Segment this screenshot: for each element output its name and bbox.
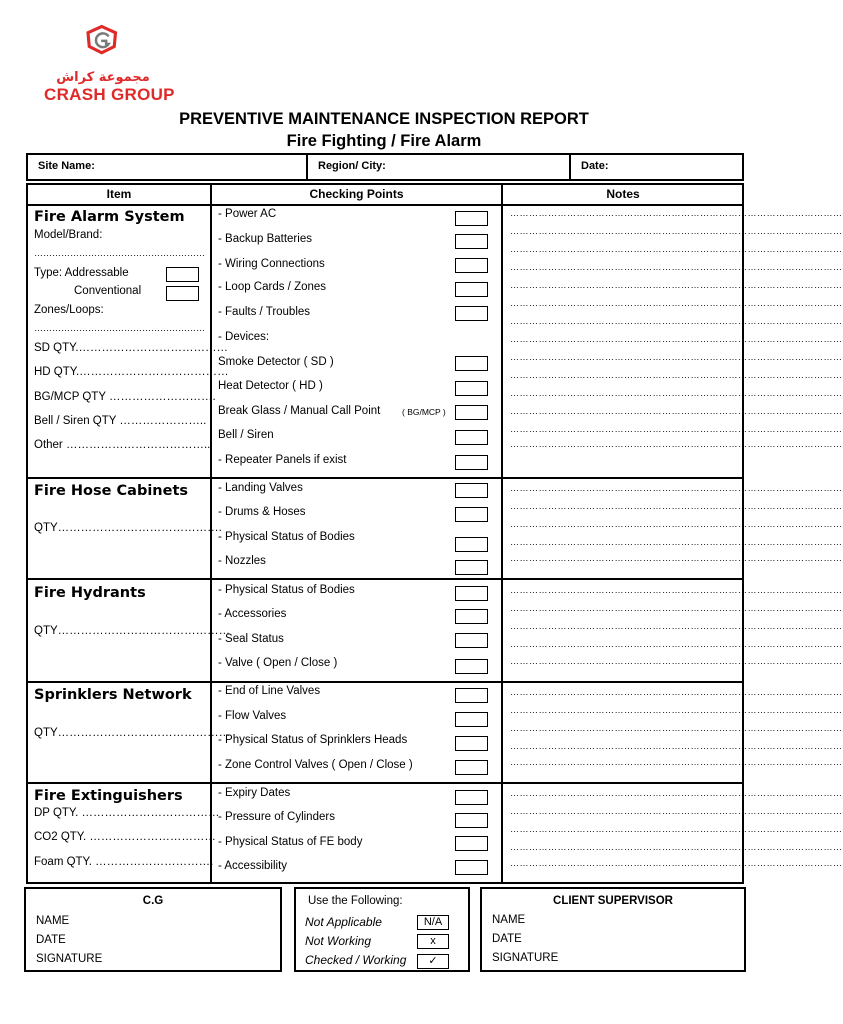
check-point: - Faults / Troubles [218, 306, 311, 318]
client-title: CLIENT SUPERVISOR [553, 895, 673, 907]
check-box[interactable] [455, 381, 488, 396]
item-line: ………………………………………………… [34, 323, 205, 333]
client-signature-label: SIGNATURE [492, 952, 559, 964]
check-box[interactable] [455, 356, 488, 371]
checkmark-icon: ✓ [417, 954, 449, 969]
notes-line[interactable]: …………………………………………………………………………………………… [510, 244, 843, 254]
conventional-checkbox[interactable] [166, 286, 199, 301]
check-point: - Pressure of Cylinders [218, 811, 335, 823]
notes-line[interactable]: …………………………………………………………………………………………… [510, 208, 843, 218]
region-city-field[interactable]: Region/ City: [308, 155, 571, 179]
check-point: Bell / Siren [218, 429, 274, 441]
notes-line[interactable]: …………………………………………………………………………………………… [510, 424, 843, 434]
notes-line[interactable]: …………………………………………………………………………………………… [510, 585, 843, 595]
notes-line[interactable]: …………………………………………………………………………………………… [510, 788, 843, 798]
logo-english-text: CRASH GROUP [44, 85, 175, 104]
notes-line[interactable]: …………………………………………………………………………………………… [510, 226, 843, 236]
legend-code-x: x [417, 934, 449, 949]
notes-line[interactable]: …………………………………………………………………………………………… [510, 537, 843, 547]
legend-box [294, 887, 470, 972]
item-line: HD QTY.………………………………… [34, 366, 229, 378]
notes-line[interactable]: …………………………………………………………………………………………… [510, 553, 843, 563]
item-line: Zones/Loops: [34, 304, 104, 316]
client-supervisor-box [480, 887, 746, 972]
check-box[interactable] [455, 483, 488, 498]
notes-line[interactable]: …………………………………………………………………………………………… [510, 439, 843, 449]
column-header-item: Item [106, 187, 132, 201]
notes-line[interactable]: …………………………………………………………………………………………… [510, 741, 843, 751]
notes-line[interactable]: …………………………………………………………………………………………… [510, 388, 843, 398]
item-line: Type: Addressable [34, 267, 129, 279]
notes-line[interactable]: …………………………………………………………………………………………… [510, 603, 843, 613]
cg-title: C.G [142, 895, 164, 907]
check-point: - Physical Status of Bodies [218, 531, 355, 543]
check-point: - Accessibility [218, 860, 288, 872]
notes-line[interactable]: …………………………………………………………………………………………… [510, 262, 843, 272]
cg-signature-label: SIGNATURE [36, 953, 103, 965]
check-box[interactable] [455, 537, 488, 552]
section-title-fire-hose: Fire Hose Cabinets [34, 483, 189, 499]
check-point: - Accessories [218, 608, 287, 620]
check-box[interactable] [455, 633, 488, 648]
notes-line[interactable]: …………………………………………………………………………………………… [510, 842, 843, 852]
item-line: SD QTY.………………………………… [34, 342, 229, 354]
legend-label-checked: Checked / Working [305, 953, 407, 967]
client-date-label: DATE [492, 933, 522, 945]
check-point: - Expiry Dates [218, 787, 291, 799]
notes-line[interactable]: …………………………………………………………………………………………… [510, 621, 843, 631]
item-line: Model/Brand: [34, 229, 103, 241]
notes-line[interactable]: …………………………………………………………………………………………… [510, 687, 843, 697]
check-point: - End of Line Valves [218, 685, 321, 697]
notes-line[interactable]: …………………………………………………………………………………………… [510, 316, 843, 326]
check-box[interactable] [455, 836, 488, 851]
check-point: - Valve ( Open / Close ) [218, 657, 338, 669]
item-line: Foam QTY. …………………………. [34, 856, 214, 868]
date-field[interactable]: Date: [581, 160, 609, 172]
notes-line[interactable]: …………………………………………………………………………………………… [510, 858, 843, 868]
check-point: - Repeater Panels if exist [218, 454, 347, 466]
check-point: - Backup Batteries [218, 233, 312, 245]
check-box[interactable] [455, 790, 488, 805]
check-box[interactable] [455, 234, 488, 249]
notes-line[interactable]: …………………………………………………………………………………………… [510, 501, 843, 511]
check-box[interactable] [455, 560, 488, 575]
check-box[interactable] [455, 258, 488, 273]
notes-line[interactable]: …………………………………………………………………………………………… [510, 352, 843, 362]
cg-date-label: DATE [36, 934, 66, 946]
logo-arabic-text: مجموعة كراش [56, 70, 150, 85]
legend-label-not-working: Not Working [305, 934, 372, 948]
check-box[interactable] [455, 405, 488, 420]
check-point: - Devices: [218, 331, 270, 343]
notes-line[interactable]: …………………………………………………………………………………………… [510, 298, 843, 308]
notes-line[interactable]: …………………………………………………………………………………………… [510, 334, 843, 344]
legend-title: Use the Following: [308, 895, 403, 907]
check-point: Smoke Detector ( SD ) [218, 356, 334, 368]
check-point: - Power AC [218, 208, 277, 220]
check-point: Heat Detector ( HD ) [218, 380, 323, 392]
item-line: QTY……………………………………… [34, 727, 231, 739]
check-box[interactable] [455, 712, 488, 727]
item-line: QTY……………………………………. [34, 522, 222, 534]
item-line: Bell / Siren QTY ………………….. [34, 415, 207, 427]
check-point: - Zone Control Valves ( Open / Close ) [218, 759, 413, 771]
notes-line[interactable]: …………………………………………………………………………………………… [510, 705, 843, 715]
check-point: - Landing Valves [218, 482, 303, 494]
section-title-fire-extinguishers: Fire Extinguishers [34, 788, 183, 804]
item-line: Other ……………………………….. [34, 439, 211, 451]
inspection-table [26, 183, 843, 884]
notes-line[interactable]: …………………………………………………………………………………………… [510, 806, 843, 816]
check-point: - Physical Status of Bodies [218, 584, 355, 596]
report-subtitle: Fire Fighting / Fire Alarm [286, 132, 482, 150]
check-box[interactable] [455, 609, 488, 624]
notes-line[interactable]: …………………………………………………………………………………………… [510, 824, 843, 834]
notes-line[interactable]: …………………………………………………………………………………………… [510, 723, 843, 733]
check-box[interactable] [455, 860, 488, 875]
check-point: - Wiring Connections [218, 258, 325, 270]
info-bar [26, 153, 744, 181]
section-title-fire-hydrants: Fire Hydrants [34, 585, 146, 601]
cg-name-label: NAME [36, 915, 70, 927]
notes-line[interactable]: …………………………………………………………………………………………… [510, 280, 843, 290]
check-box[interactable] [455, 760, 488, 775]
check-point: - Seal Status [218, 633, 284, 645]
crash-group-logo [42, 24, 164, 74]
notes-line[interactable]: …………………………………………………………………………………………… [510, 406, 843, 416]
notes-line[interactable]: …………………………………………………………………………………………… [510, 656, 843, 666]
legend-code-na: N/A [417, 915, 449, 930]
section-title-sprinklers: Sprinklers Network [34, 687, 192, 703]
column-header-checking-points: Checking Points [309, 187, 404, 201]
check-point-note: ( BG/MCP ) [402, 407, 446, 417]
check-point: - Physical Status of FE body [218, 836, 363, 848]
check-box[interactable] [455, 736, 488, 751]
check-point: - Physical Status of Sprinklers Heads [218, 734, 408, 746]
check-box[interactable] [455, 586, 488, 601]
item-line: CO2 QTY. …………………………… [34, 831, 216, 843]
report-title: PREVENTIVE MAINTENANCE INSPECTION REPORT [179, 110, 589, 128]
item-line: Conventional [74, 285, 142, 297]
notes-line[interactable]: …………………………………………………………………………………………… [510, 757, 843, 767]
site-name-field[interactable]: Site Name: [28, 155, 308, 179]
item-line: ………………………………………………… [34, 248, 205, 258]
check-box[interactable] [455, 813, 488, 828]
section-title-fire-alarm: Fire Alarm System [34, 209, 185, 225]
notes-line[interactable]: …………………………………………………………………………………………… [510, 370, 843, 380]
check-box[interactable] [455, 211, 488, 226]
check-box[interactable] [455, 659, 488, 674]
legend-label-na: Not Applicable [305, 915, 382, 929]
check-box[interactable] [455, 306, 488, 321]
notes-line[interactable]: …………………………………………………………………………………………… [510, 519, 843, 529]
notes-line[interactable]: …………………………………………………………………………………………… [510, 639, 843, 649]
check-point: - Loop Cards / Zones [218, 281, 327, 293]
addressable-checkbox[interactable] [166, 267, 199, 282]
check-point: - Nozzles [218, 555, 266, 567]
column-header-notes: Notes [606, 187, 640, 201]
check-box[interactable] [455, 430, 488, 445]
client-name-label: NAME [492, 914, 526, 926]
check-point: - Drums & Hoses [218, 506, 306, 518]
check-point: - Flow Valves [218, 710, 287, 722]
check-box[interactable] [455, 282, 488, 297]
item-line: DP QTY. ……………………………… [34, 807, 220, 819]
notes-line[interactable]: …………………………………………………………………………………………… [510, 483, 843, 493]
item-line: BG/MCP QTY ………………………. [34, 391, 216, 403]
check-box[interactable] [455, 455, 488, 470]
item-line: QTY……………………………………… [34, 625, 231, 637]
check-point: Break Glass / Manual Call Point [218, 405, 381, 417]
cg-signature-box [24, 887, 282, 972]
check-box[interactable] [455, 507, 488, 522]
check-box[interactable] [455, 688, 488, 703]
